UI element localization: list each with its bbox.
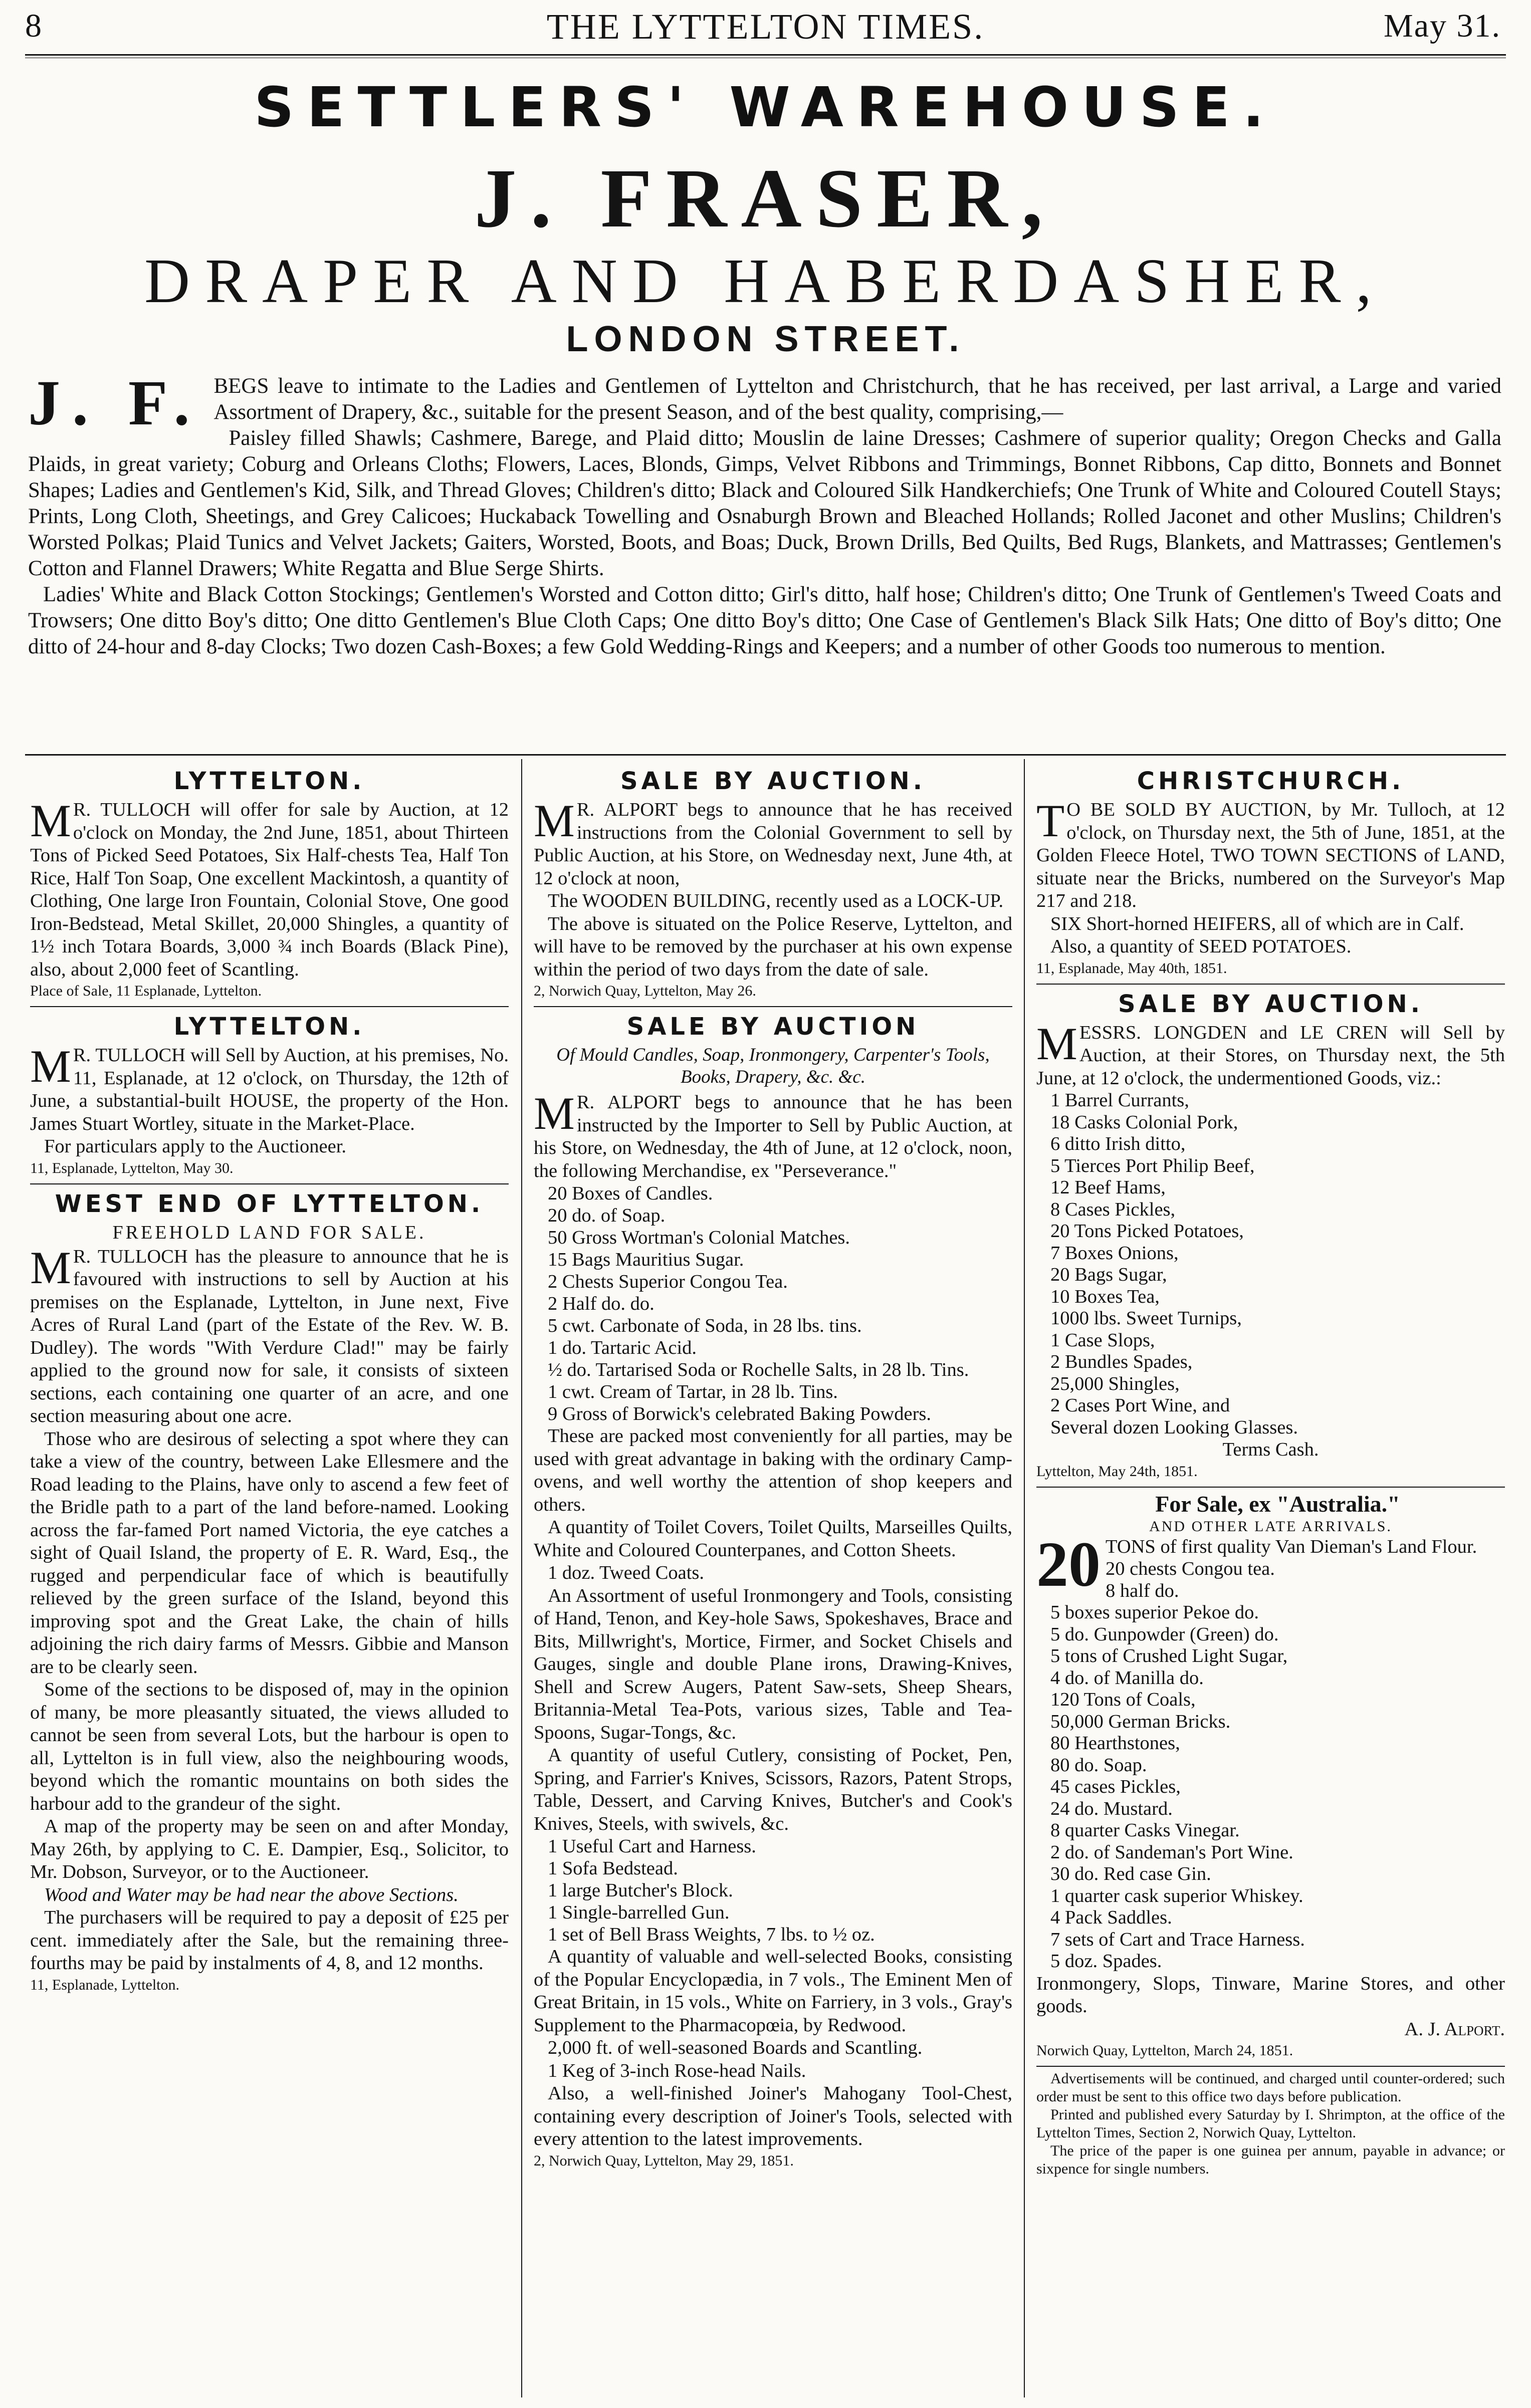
ad-signature: Place of Sale, 11 Esplanade, Lyttelton.	[30, 983, 262, 999]
issue-date: May 31.	[1384, 8, 1501, 44]
ad-body	[30, 1242, 509, 1428]
ad-heading: SALE BY AUCTION.	[1118, 990, 1423, 1018]
list-item: 8 half do.	[1106, 1580, 1179, 1601]
list-item: 20 Bags Sugar,	[1050, 1264, 1167, 1285]
ad-paragraph: A quantity of useful Cutlery, consisting of Pocket, Pen, Spring, and Farrier's Knives, Scissors, Razors, Patent Strops, Table, Dessert, and Carving Knives, Butcher's and Cook's Knives, Steels, with swivels, &c.	[534, 1745, 1012, 1834]
list-item: 1 Useful Cart and Harness.	[548, 1836, 756, 1857]
list-item: 80 Hearthstones,	[1050, 1733, 1180, 1754]
list-item: 5 do. Gunpowder (Green) do.	[1050, 1623, 1279, 1645]
ad-heading: SALE BY AUCTION.	[620, 767, 926, 795]
drop-cap: M	[1036, 1018, 1077, 1069]
publication-notice: The price of the paper is one guinea per annum, payable in advance; or sixpence for single numbers.	[1036, 2142, 1505, 2177]
masthead-rule	[25, 54, 1506, 58]
ad-heading: CHRISTCHURCH.	[1137, 767, 1405, 795]
ad-heading: LYTTELTON.	[173, 1013, 365, 1041]
page-number: 8	[25, 8, 42, 44]
ad-body	[30, 795, 509, 981]
goods-list	[1050, 1090, 1505, 1438]
ad-paragraph: SIX Short-horned HEIFERS, all of which are in Calf.	[1050, 913, 1464, 934]
ad-heading: For Sale, ex "Australia."	[1155, 1491, 1400, 1517]
list-item: 9 Gross of Borwick's celebrated Baking Powders.	[548, 1403, 932, 1424]
ad-paragraph: Also, a well-finished Joiner's Mahogany Tool-Chest, containing every description of Joiner's Tools, selected with every attention to the latest improvements.	[534, 2083, 1012, 2149]
ad-body	[30, 1041, 509, 1135]
drop-cap: M	[30, 795, 71, 846]
list-item: 7 sets of Cart and Trace Harness.	[1050, 1929, 1305, 1950]
ad-body	[1036, 1018, 1505, 1090]
list-item: 4 Pack Saddles.	[1050, 1907, 1172, 1928]
column-3	[1036, 762, 1505, 2178]
ad-paragraph: The WOODEN BUILDING, recently used as a LOCK-UP.	[548, 890, 1004, 911]
list-item: 5 tons of Crushed Light Sugar,	[1050, 1645, 1288, 1666]
ad-subheading: Of Mould Candles, Soap, Ironmongery, Carpenter's Tools, Books, Drapery, &c. &c.	[556, 1045, 990, 1087]
merchant-name: J. FRASER,	[474, 152, 1057, 245]
drop-cap: M	[534, 795, 575, 846]
ad-signature: 11, Esplanade, Lyttelton, May 30.	[30, 1159, 234, 1176]
ad-signer: A. J. Alport.	[1404, 2018, 1505, 2040]
store-name: SETTLERS' WAREHOUSE.	[254, 75, 1277, 139]
list-item: 2 Bundles Spades,	[1050, 1351, 1193, 1372]
list-item: 10 Boxes Tea,	[1050, 1286, 1160, 1307]
list-item: 2 do. of Sandeman's Port Wine.	[1050, 1841, 1293, 1863]
intro-paragraph: Ladies' White and Black Cotton Stockings; Gentlemen's Worsted and Cotton ditto; Girl's ditto, half hose; Children's ditto; One Trunk of Gentlemen's Tweed Coats and Trowsers; One ditto Boy's ditto; One ditto Gentlemen's Blue Cloth Caps; One ditto Boy's ditto; One Case of Gentlemen's Black Silk Hats; One ditto of Boy's ditto; One ditto of 24-hour and 8-day Clocks; Two dozen Cash-Boxes; a few Gold Wedding-Rings and Keepers; and a number of other Goods too numerous to mention.	[28, 583, 1501, 658]
list-item: 25,000 Shingles,	[1050, 1373, 1180, 1394]
list-item: 1 do. Tartaric Acid.	[548, 1337, 697, 1358]
ad-body	[534, 1088, 1012, 1182]
ad-paragraph: An Assortment of useful Ironmongery and Tools, consisting of Hand, Tenon, and Key-hole Saws, Spokeshaves, Brace and Bits, Millwright's, Mortice, Firmer, and Socket Chisels and Gauges, single and double Plane irons, Drawing-Knives, Shell and Screw Augers, Patent Saw-sets, Sheep Shears, Britannia-Metal Tea-Pots, various sizes, Table and Tea-Spoons, Sugar-Tongs, &c.	[534, 1585, 1012, 1743]
goods-list	[1050, 1558, 1505, 1973]
list-item: 1 set of Bell Brass Weights, 7 lbs. to ½ oz.	[548, 1924, 875, 1945]
list-item: 50 Gross Wortman's Colonial Matches.	[548, 1227, 850, 1248]
column-2	[534, 762, 1012, 2171]
ad-paragraph: A quantity of Toilet Covers, Toilet Quilts, Marseilles Quilts, White and Coloured Counterpanes, and Cotton Sheets.	[534, 1517, 1012, 1561]
ad-subheading: FREEHOLD LAND FOR SALE.	[112, 1222, 426, 1243]
ad-paragraph: 1 doz. Tweed Coats.	[548, 1562, 705, 1583]
intro-lead: BEGS leave to intimate to the Ladies and Gentlemen of Lyttelton and Christchurch, that he has received, per last arrival, a Large and varied Assortment of Drapery, &c., suitable for the present Season, and of the best quality, comprising,—	[213, 374, 1501, 424]
ad-paragraph: For particulars apply to the Auctioneer.	[44, 1136, 347, 1157]
terms-cash: Terms Cash.	[1222, 1439, 1319, 1460]
ad-signature: Lyttelton, May 24th, 1851.	[1036, 1463, 1198, 1480]
merchant-trade: DRAPER AND HABERDASHER,	[144, 247, 1387, 316]
list-item: 1 large Butcher's Block.	[548, 1880, 733, 1901]
ad-heading: WEST END OF LYTTELTON.	[55, 1189, 484, 1218]
list-item: 50,000 German Bricks.	[1050, 1711, 1231, 1732]
ad-divider	[1036, 2066, 1505, 2067]
section-rule	[25, 754, 1506, 756]
merchandise-list	[548, 1835, 1012, 1946]
list-item: 1 Single-barrelled Gun.	[548, 1902, 730, 1923]
list-item: 20 do. of Soap.	[548, 1205, 666, 1226]
ad-divider	[30, 1006, 509, 1007]
list-item: 5 doz. Spades.	[1050, 1951, 1162, 1972]
ad-body	[1036, 795, 1505, 913]
ad-body-text: R. TULLOCH will offer for sale by Auction, at 12 o'clock on Monday, the 2nd June, 1851, about Thirteen Tons of Picked Seed Potatoes, Six Half-chests Tea, Half Ton Rice, Half Ton Soap, One excellent Mackintosh, a quantity of Clothing, One large Iron Fountain, Colonial Stove, One good Iron-Bedstead, Metal Skillet, 20,000 Shingles, a quantity of 1½ inch Totara Boards, 3,000 ¾ inch Boards (Black Pine), also, about 2,000 feet of Scantling.	[30, 799, 509, 980]
ad-paragraph: A map of the property may be seen on and after Monday, May 26th, by applying to C. E. Dampier, Esq., Solicitor, to Mr. Dobson, Surveyor, or to the Auctioneer.	[30, 1816, 509, 1882]
ad-body-text: TONS of first quality Van Dieman's Land Flour.	[1106, 1536, 1477, 1557]
ad-body-text: ESSRS. LONGDEN and LE CREN will Sell by Auction, at their Stores, on Thursday next, the 5th June, at 12 o'clock, the undermentioned Goods, viz.:	[1036, 1022, 1505, 1089]
merchandise-list	[548, 1182, 1012, 1425]
ad-paragraph: Ironmongery, Slops, Tinware, Marine Stores, and other goods.	[1036, 1973, 1505, 2017]
publication-notice: Advertisements will be continued, and charged until counter-ordered; such order must be sent to this office two days before publication.	[1036, 2070, 1505, 2105]
list-item: 5 Tierces Port Philip Beef,	[1050, 1155, 1255, 1176]
list-item: 20 chests Congou tea.	[1106, 1558, 1275, 1579]
list-item: 2 Half do. do.	[548, 1293, 654, 1314]
publication-notice: Printed and published every Saturday by I. Shrimpton, at the office of the Lyttelton Times, Section 2, Norwich Quay, Lyttelton.	[1036, 2106, 1505, 2141]
ad-subheading: AND OTHER LATE ARRIVALS.	[1149, 1518, 1392, 1535]
ad-paragraph: The purchasers will be required to pay a deposit of £25 per cent. immediately after the Sale, but the remaining three-fourths may be paid by instalments of 4, 8, and 12 months.	[30, 1907, 509, 1974]
ad-paragraph: 2,000 ft. of well-seasoned Boards and Scantling.	[548, 2037, 923, 2058]
list-item: 1000 lbs. Sweet Turnips,	[1050, 1308, 1242, 1329]
ad-body-text: R. TULLOCH will Sell by Auction, at his premises, No. 11, Esplanade, at 12 o'clock, on Thursday, the 12th of June, a substantial-built HOUSE, the property of the Hon. James Stuart Wortley, situate in the Market-Place.	[30, 1045, 509, 1134]
initials-drop-cap: J. F.	[28, 367, 202, 438]
ad-paragraph: Those who are desirous of selecting a spot where they can take a view of the country, between Lake Ellesmere and the Road leading to the Plains, have only to ascend a few feet of the Bridle path to a part of the land before-named. Looking across the far-famed Port named Victoria, the eye catches a sight of Quail Island, the property of E. R. Ward, Esq., the rugged and perpendicular face of which is beautifully relieved by the green surface of the Island, beyond this improving spot and the Great Lake, the chain of hills adjoining the rich dairy farms of Messrs. Gibbie and Manson are to be clearly seen.	[30, 1428, 509, 1677]
ad-body-text: R. ALPORT begs to announce that he has received instructions from the Colonial Government to sell by Public Auction, at his Store, on Wednesday next, June 4th, at 12 o'clock at noon,	[534, 799, 1012, 889]
list-item: 80 do. Soap.	[1050, 1754, 1147, 1776]
ad-body	[534, 795, 1012, 890]
list-item: 8 quarter Casks Vinegar.	[1050, 1820, 1240, 1841]
ad-signature: Norwich Quay, Lyttelton, March 24, 1851.	[1036, 2042, 1293, 2059]
masthead	[25, 0, 1506, 59]
ad-body-text: R. ALPORT begs to announce that he has been instructed by the Importer to Sell by Public Auction, at his Store, on Wednesday, the 4th of June, at 12 o'clock, noon, the following Merchandise, ex "Perseverance."	[534, 1092, 1012, 1181]
list-item: 4 do. of Manilla do.	[1050, 1667, 1204, 1689]
ad-body-text: O BE SOLD BY AUCTION, by Mr. Tulloch, at 12 o'clock, on Thursday next, the 5th of June, 1851, at the Golden Fleece Hotel, TWO TOWN SECTIONS of LAND, situate near the Bricks, numbered on the Surveyor's Map 217 and 218.	[1036, 799, 1505, 911]
list-item: Several dozen Looking Glasses.	[1050, 1416, 1298, 1438]
newspaper-title: THE LYTTELTON TIMES.	[546, 7, 985, 47]
list-item: 1 Case Slops,	[1050, 1329, 1155, 1351]
list-item: 7 Boxes Onions,	[1050, 1242, 1179, 1264]
list-item: 2 Cases Port Wine, and	[1050, 1395, 1230, 1416]
ad-divider	[1036, 984, 1505, 985]
drop-cap: 20	[1036, 1528, 1101, 1600]
list-item: 8 Cases Pickles,	[1050, 1198, 1176, 1220]
list-item: 1 quarter cask superior Whiskey.	[1050, 1885, 1303, 1906]
ad-paragraph: These are packed most conveniently for all parties, may be used with great advantage in baking with the ordinary Camp-ovens, and well worthy the attention of shop keepers and others.	[534, 1425, 1012, 1515]
list-item: 30 do. Red case Gin.	[1050, 1863, 1211, 1884]
list-item: 15 Bags Mauritius Sugar.	[548, 1249, 744, 1270]
ad-divider	[1036, 1487, 1505, 1488]
list-item: 2 Chests Superior Congou Tea.	[548, 1271, 788, 1292]
drop-cap: T	[1036, 795, 1065, 846]
ad-heading: LYTTELTON.	[173, 767, 365, 795]
ad-heading: SALE BY AUCTION	[626, 1013, 920, 1041]
list-item: 45 cases Pickles,	[1050, 1776, 1181, 1797]
ad-signature: 11, Esplanade, May 40th, 1851.	[1036, 959, 1227, 977]
ad-paragraph: Wood and Water may be had near the above Sections.	[44, 1884, 459, 1905]
ad-paragraph: Also, a quantity of SEED POTATOES.	[1050, 936, 1352, 957]
list-item: ½ do. Tartarised Soda or Rochelle Salts, in 28 lb. Tins.	[548, 1359, 969, 1380]
ad-body-text: R. TULLOCH has the pleasure to announce that he is favoured with instructions to sell by Auction at his premises on the Esplanade, Lyttelton, in June next, Five Acres of Rural Land (part of the Estate of the Rev. W. B. Dudley). The words "With Verdure Clad!" may be fairly applied to the ground now for sale, it consists of sixteen sections, each containing one quarter of an acre, and one section measuring about one acre.	[30, 1246, 509, 1426]
list-item: 5 boxes superior Pekoe do.	[1050, 1602, 1259, 1623]
drop-cap: M	[30, 1242, 71, 1293]
ad-paragraph: Some of the sections to be disposed of, may in the opinion of many, be more pleasantly situated, the views alluded to cannot be seen from several Lots, but the harbour is open to all, Lyttelton is in full view, also the neighbouring woods, beyond which the romantic mountains on both sides the harbour add to the grandeur of the sight.	[30, 1679, 509, 1814]
ad-paragraph: A quantity of valuable and well-selected Books, consisting of the Popular Encyclopædia, in 7 vols., The Eminent Men of Great Britain, in 15 vols., White on Farriery, in 3 vols., Gray's Supplement to the Pharmacopœia, by Redwood.	[534, 1946, 1012, 2036]
newspaper-page	[25, 0, 1506, 2408]
list-item: 1 Sofa Bedstead.	[548, 1858, 678, 1879]
ad-signature: 2, Norwich Quay, Lyttelton, May 26.	[534, 983, 756, 999]
list-item: 20 Boxes of Candles.	[548, 1183, 713, 1204]
drop-cap: M	[30, 1041, 71, 1092]
list-item: 24 do. Mustard.	[1050, 1798, 1173, 1819]
list-item: 20 Tons Picked Potatoes,	[1050, 1221, 1244, 1242]
list-item: 120 Tons of Coals,	[1050, 1689, 1196, 1710]
intro-paragraph: Paisley filled Shawls; Cashmere, Barege, and Plaid ditto; Mouslin de laine Dresses; Cashmere of superior quality; Oregon Checks and Galla Plaids, in great variety; Coburg and Orleans Cloths; Flowers, Laces, Blonds, Gimps, Velvet Ribbons and Trimmings, Bonnet Ribbons, Cap ditto, Bonnets and Bonnet Shapes; Ladies and Gentlemen's Kid, Silk, and Thread Gloves; Children's ditto; Black and Coloured Silk Handkerchiefs; One Trunk of White and Coloured Coutell Stays; Prints, Long Cloth, Sheetings, and Grey Calicoes; Huckaback Towelling and Osnaburgh Brown and Bleached Hollands; Rolled Jaconet and other Muslins; Children's Worsted Polkas; Plaid Tunics and Velvet Jackets; Gaiters, Worsted, Boots, and Boas; Duck, Brown Drills, Bed Quilts, Bed Rugs, Blankets, and Mattrasses; Gentlemen's Cotton and Flannel Drawers; White Regatta and Blue Serge Shirts.	[28, 426, 1501, 580]
list-item: 6 ditto Irish ditto,	[1050, 1133, 1186, 1154]
merchant-street: LONDON STREET.	[566, 319, 965, 359]
list-item: 12 Beef Hams,	[1050, 1177, 1166, 1198]
drop-cap: M	[534, 1088, 575, 1139]
ad-paragraph: The above is situated on the Police Reserve, Lyttelton, and will have to be removed by the purchaser at his own expense within the period of two days from the date of sale.	[534, 913, 1012, 980]
ad-signature: 2, Norwich Quay, Lyttelton, May 29, 1851.	[534, 2152, 794, 2169]
fraser-advertisement	[28, 367, 1501, 660]
ad-divider	[30, 1183, 509, 1184]
ad-signature: 11, Esplanade, Lyttelton.	[30, 1976, 179, 1993]
ad-paragraph: 1 Keg of 3-inch Rose-head Nails.	[548, 2060, 806, 2081]
list-item: 18 Casks Colonial Pork,	[1050, 1111, 1238, 1133]
column-1	[30, 762, 509, 1995]
list-item: 1 Barrel Currants,	[1050, 1090, 1189, 1111]
column-rule	[521, 759, 522, 2397]
list-item: 5 cwt. Carbonate of Soda, in 28 lbs. tins.	[548, 1315, 862, 1336]
ad-divider	[534, 1006, 1012, 1007]
column-rule	[1024, 759, 1025, 2397]
list-item: 1 cwt. Cream of Tartar, in 28 lb. Tins.	[548, 1381, 838, 1402]
